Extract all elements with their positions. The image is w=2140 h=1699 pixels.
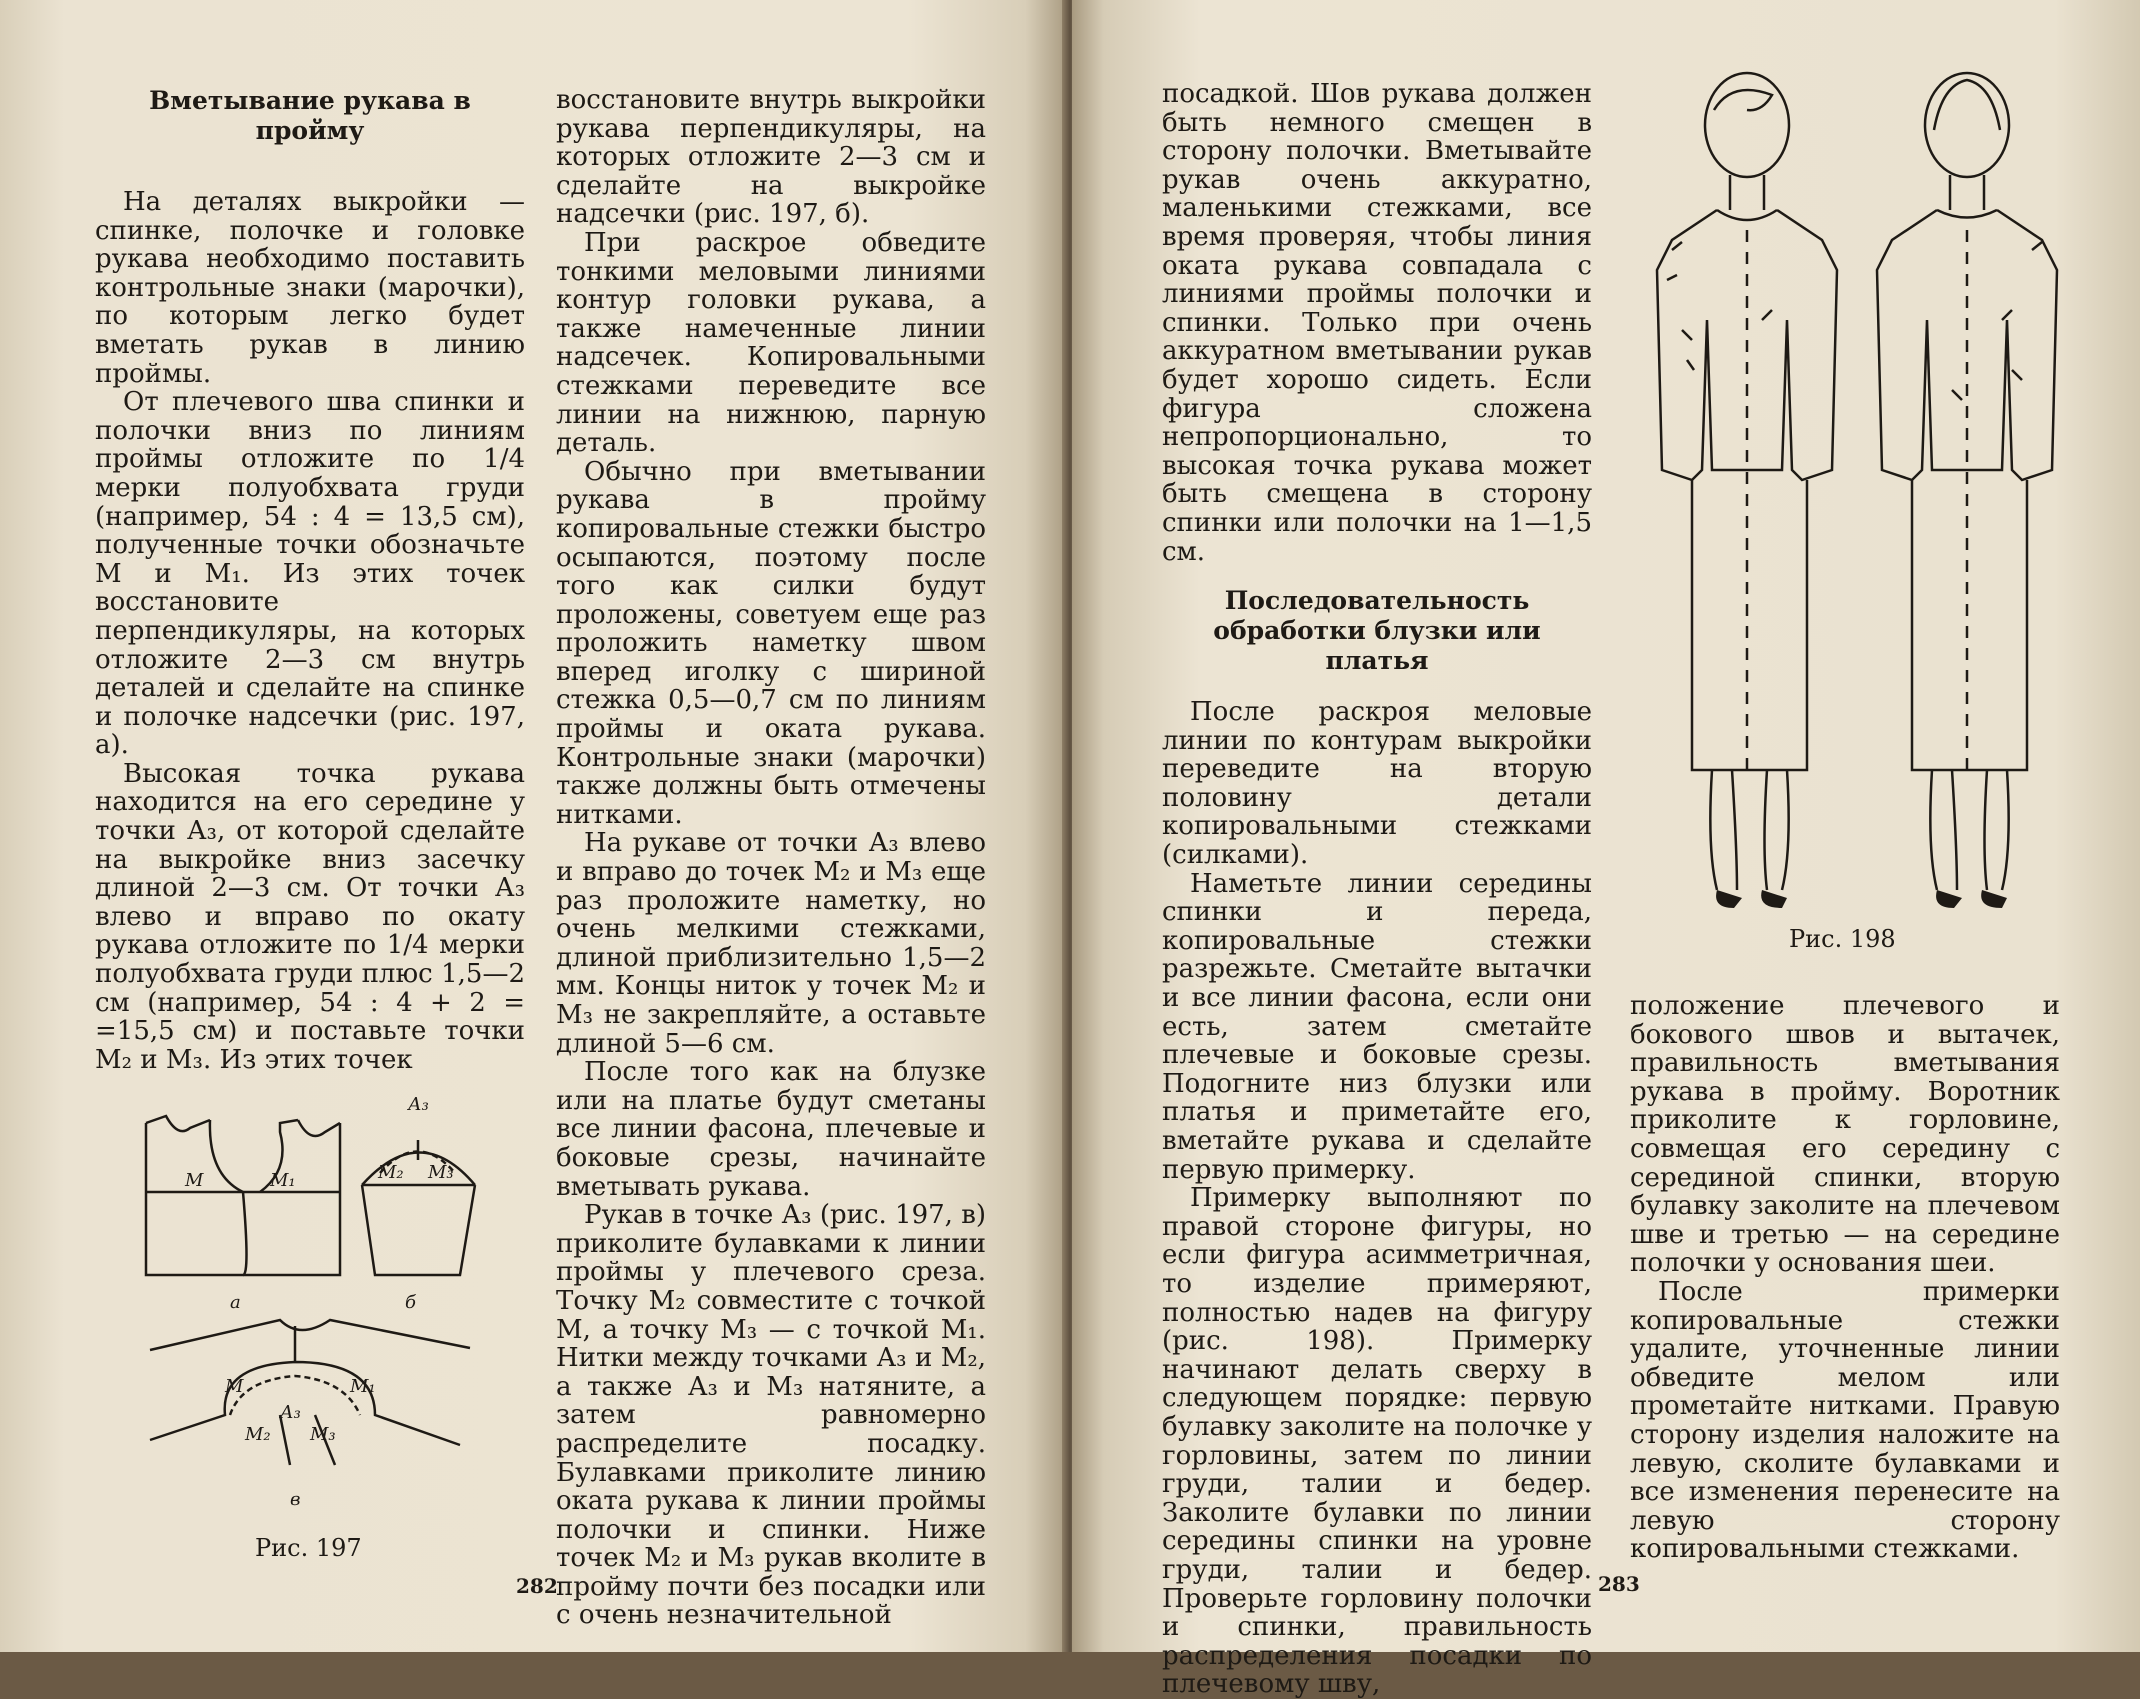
left-column-2 [556,86,986,1630]
paragraph: От плечевого шва спинки и полочки вниз по линиям проймы отложите по 1/4 мерки полуобхвата груди (например, 54 : 4 = 13,5 см), полученные точки обозначьте М и М₁. Из этих точек восстановите перпендикуляры, на которых отложите 2—3 см внутрь деталей и сделайте на спинке и полочке надсечки (рис. 197, а). [95,387,525,761]
figure-197-caption: Рис. 197 [255,1534,362,1562]
label-M2-c: М₂ [245,1424,271,1445]
paragraph: Рукав в точке А₃ (рис. 197, в) приколите булавками к линии проймы у плечевого среза. Точку М₂ совместите с точкой М, а точку М₃ — с точкой М₁. Нитки между точками А₃ и М₂, а также А₃ и М₃ натяните, а затем равномерно распределите посадку. Булавками приколите линию оката рукава к линии проймы полочки и спинки. Ниже точек М₂ и М₃ рукав вколите в пройму почти без посадки или с очень незначительной [556,1200,986,1631]
left-page [0,0,1068,1652]
label-M3: М₃ [428,1162,454,1183]
page-number: 282 [516,1574,558,1598]
paragraph: После того как на блузке или на платье будут сметаны все линии фасона, плечевые и боковые срезы, начинайте вметывать рукава. [556,1057,986,1202]
page-number: 283 [1598,1572,1640,1596]
figure-197-sleeve-patterns [130,1080,500,1520]
figure-198-fitting-figures [1622,70,2092,915]
label-M3-c: М₃ [310,1424,336,1445]
paragraph: Высокая точка рукава находится на его середине у точки А₃, от которой сделайте на выкройке вниз засечку длиной 2—3 см. От точки А₃ влево и вправо по окату рукава отложите по 1/4 мерки полуобхвата груди плюс 1,5—2 см (например, 54 : 4 + 2 = =15,5 см) и поставьте точки М₂ и М₃. Из этих точек [95,758,525,1075]
paragraph: Наметьте линии середины спинки и переда, копировальные стежки разрежьте. Сметайте вытачки и все линии фасона, если они есть, затем сметайте плечевые и боковые срезы. Подогните низ блузки или платья и приметайте его, вметайте рукава и сделайте первую примерку. [1162,868,1592,1185]
right-column-1 [1162,80,1592,1699]
label-M2: М₂ [378,1162,404,1183]
section-heading: Последовательность обработки блузки или платья [1213,586,1541,676]
right-column-2 [1630,992,2060,1564]
paragraph: Обычно при вметывании рукава в пройму копировальные стежки быстро осыпаются, поэтому после того как силки будут проложены, советуем еще раз проложить наметку швом вперед иголку с шириной стежка 0,5—0,7 см по линиям проймы и оката рукава. Контрольные знаки (марочки) также должны быть отмечены нитками. [556,456,986,830]
label-b: б [405,1292,416,1313]
label-M1-c: М₁ [350,1376,376,1397]
right-page [1072,0,2140,1699]
paragraph: После примерки копировальные стежки удалите, уточненные линии обведите мелом или прометайте нитками. Правую сторону изделия наложите на левую, сколите булавками и все изменения перенесите на левую сторону копировальными стежками. [1630,1276,2060,1565]
label-M1: М₁ [270,1170,296,1191]
label-M: М [185,1170,204,1191]
left-column-1 [95,86,525,1074]
label-M-c: М [225,1376,244,1397]
label-A3-c: А₃ [280,1402,301,1423]
label-v: в [290,1489,301,1510]
paragraph: На деталях выкройки — спинке, полочке и головке рукава необходимо поставить контрольные знаки (марочки), по которым легко будет вметать рукав в линию проймы. [95,187,525,389]
label-A3: А₃ [408,1094,429,1115]
paragraph-continuation: восстановите внутрь выкройки рукава перпендикуляры, на которых отложите 2—3 см и сделайте на выкройке надсечки (рис. 197, б). [556,85,986,230]
paragraph: Примерку выполняют по правой стороне фигуры, но если фигура асимметричная, то изделие примеряют, полностью надев на фигуру (рис. 198). Примерку начинают делать сверху в следующем порядке: первую булавку заколите на полочке у горловины, затем по линии груди, талии и бедер. Заколите булавки по линии середины спинки на уровне груди, талии и бедер. Проверьте горловину полочки и спинки, правильность распределения посадки по плечевому шву, [1162,1183,1592,1699]
section-heading: Вметывание рукава в пройму [149,86,471,145]
paragraph: При раскрое обведите тонкими меловыми линиями контур головки рукава, а также намеченные линии надсечек. Копировальными стежками переведите все линии на нижнюю, парную деталь. [556,227,986,459]
paragraph-continuation: посадкой. Шов рукава должен быть немного смещен в сторону полочки. Вметывайте рукав очень аккуратно, маленькими стежками, все время проверяя, чтобы линия оката рукава совпадала с линиями проймы полочки и спинки. Только при очень аккуратном вметывании рукав будет хорошо сидеть. Если фигура сложена непропорционально, то высокая точка рукава может быть смещена в сторону спинки или полочки на 1—1,5 см. [1162,79,1592,567]
paragraph-continuation: положение плечевого и бокового швов и вытачек, правильность вметывания рукава в пройму. Воротник приколите к горловине, совмещая его середину с серединой спинки, вторую булавку заколите на плечевом шве и третью — на середине полочки у основания шеи. [1630,991,2060,1279]
figure-198-caption: Рис. 198 [1789,925,1896,953]
label-a: а [230,1292,241,1313]
paragraph: После раскроя меловые линии по контурам выкройки переведите на вторую половину детали копировальными стежками (силками). [1162,697,1592,871]
paragraph: На рукаве от точки А₃ влево и вправо до точек М₂ и М₃ еще раз проложите наметку, но очень мелкими стежками, длиной приблизительно 1,5—2 мм. Концы ниток у точек М₂ и М₃ не закрепляйте, а оставьте длиной 5—6 см. [556,828,986,1059]
